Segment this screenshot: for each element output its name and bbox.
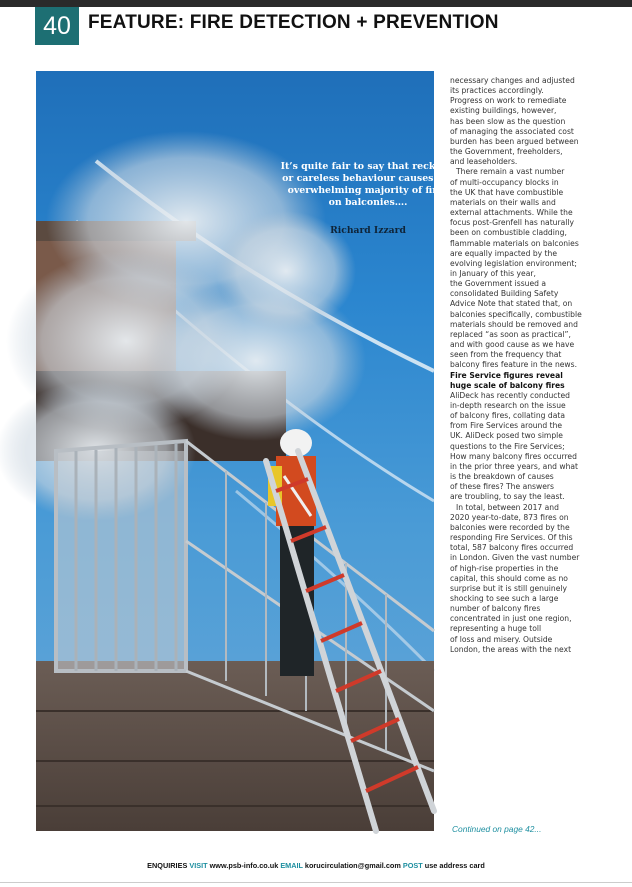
footer-email-address[interactable]: korucirculation@gmail.com [304, 861, 401, 870]
article-line: necessary changes and adjusted [450, 76, 575, 85]
pull-quote-line: or careless behaviour causes the [282, 173, 454, 184]
article-line: total, 587 balcony fires occurred [450, 543, 574, 553]
article-line: How many balcony fires occurred [450, 451, 577, 461]
article-line: AliDeck has recently conducted [450, 390, 570, 400]
article-line: flammable materials on balconies [450, 238, 579, 248]
article-line: questions to the Fire Services; [450, 441, 565, 451]
article-line: concentrated in just one region, [450, 614, 572, 624]
footer-divider [0, 882, 632, 883]
article-line: are equally impacted by the [450, 248, 558, 258]
footer-enquiries [0, 861, 632, 870]
pull-quote-line: It’s quite fair to say that reckless [280, 161, 456, 172]
footer-visit-url[interactable]: www.psb-info.co.uk [209, 861, 279, 870]
top-bar [0, 0, 632, 7]
article-line: focus post-Grenfell has naturally [450, 218, 574, 228]
article-line: UK. AliDeck posed two simple [450, 431, 563, 441]
pull-quote-author: Richard Izzard [330, 225, 406, 236]
article-line: of managing the associated cost [450, 126, 574, 136]
article-line: in London. Given the vast number [450, 553, 580, 563]
article-line: 2020 year-to-date, 873 fires on [450, 512, 569, 522]
article-line: been on combustible cladding, [450, 228, 567, 238]
article-line: from Fire Services around the [450, 421, 563, 431]
article-line: balconies were recorded by the [450, 522, 570, 532]
article-line: and with good cause as we have [450, 340, 575, 350]
article-line: responding Fire Services. Of this [450, 533, 573, 543]
article-line: the UK that have combustible [450, 187, 564, 197]
article-line: balconies specifically, combustible [450, 309, 582, 319]
article-line: evolving legislation environment; [450, 258, 577, 268]
continued-link[interactable]: Continued on page 42... [452, 824, 542, 834]
page-title: FEATURE: FIRE DETECTION + PREVENTION [88, 12, 499, 33]
article-line: of these fires? The answers [450, 482, 554, 492]
article-line: are troubling, to say the least. [450, 492, 565, 502]
article-line: materials should be removed and [450, 319, 578, 329]
article-line: in January of this year, [450, 268, 536, 278]
article-paragraph [450, 391, 600, 503]
article-line: replaced “as soon as practical”, [450, 329, 571, 339]
article-line: materials on their walls and [450, 197, 556, 207]
feature-photo [36, 71, 456, 831]
article-line: the Government issued a [450, 279, 547, 289]
article-line: number of balcony fires [450, 604, 541, 614]
article-column [450, 76, 600, 655]
pull-quote [273, 161, 463, 209]
article-subheading [450, 371, 600, 391]
article-line: representing a huge toll [450, 624, 542, 634]
article-line: Progress on work to remediate [450, 96, 567, 106]
footer-email-label: EMAIL [280, 861, 303, 870]
article-line: capital, this should come as no [450, 573, 568, 583]
article-line: existing buildings, however, [450, 106, 557, 116]
article-paragraph [450, 167, 600, 370]
article-line: is the breakdown of causes [450, 472, 554, 482]
article-line: surprise but it is still genuinely [450, 583, 567, 593]
article-line: There remain a vast number [456, 167, 565, 177]
pull-quote-line: overwhelming majority of fires [287, 185, 449, 196]
article-line: in the prior three years, and what [450, 461, 579, 471]
article-line: In total, between 2017 and [456, 502, 559, 512]
article-line: shocking to see such a large [450, 593, 559, 603]
article-line: of high-rise properties in the [450, 563, 559, 573]
article-line: of multi-occupancy blocks in [450, 177, 559, 187]
footer-enquiries-label: ENQUIRIES [147, 861, 188, 870]
article-line: Advice Note that stated that, on [450, 299, 573, 309]
article-line: consolidated Building Safety [450, 289, 559, 299]
footer-post-label: POST [402, 861, 423, 870]
article-line: burden has been argued between [450, 136, 579, 146]
footer-visit-label: VISIT [189, 861, 208, 870]
article-line: of loss and misery. Outside [450, 634, 553, 644]
article-line: in-depth research on the issue [450, 401, 566, 410]
article-line: of balcony fires, collating data [450, 411, 565, 421]
page-number: 40 [35, 7, 79, 45]
article-line: and leaseholders. [450, 157, 518, 167]
article-line: seen from the frequency that [450, 350, 562, 360]
pull-quote-line: on balconies…. [328, 197, 408, 208]
article-paragraph [450, 503, 600, 655]
article-line: the Government, freeholders, [450, 147, 563, 157]
article-line: external attachments. While the [450, 208, 573, 218]
article-line: has been slow as the question [450, 116, 566, 126]
article-line: balcony fires feature in the news. [450, 360, 578, 370]
article-line: huge scale of balcony fires [450, 380, 565, 390]
article-line: its practices accordingly. [450, 86, 544, 96]
footer-post-value: use address card [424, 861, 485, 870]
article-line: London, the areas with the next [450, 644, 572, 654]
article-paragraph [450, 76, 600, 167]
article-line: Fire Service figures reveal [450, 370, 563, 380]
